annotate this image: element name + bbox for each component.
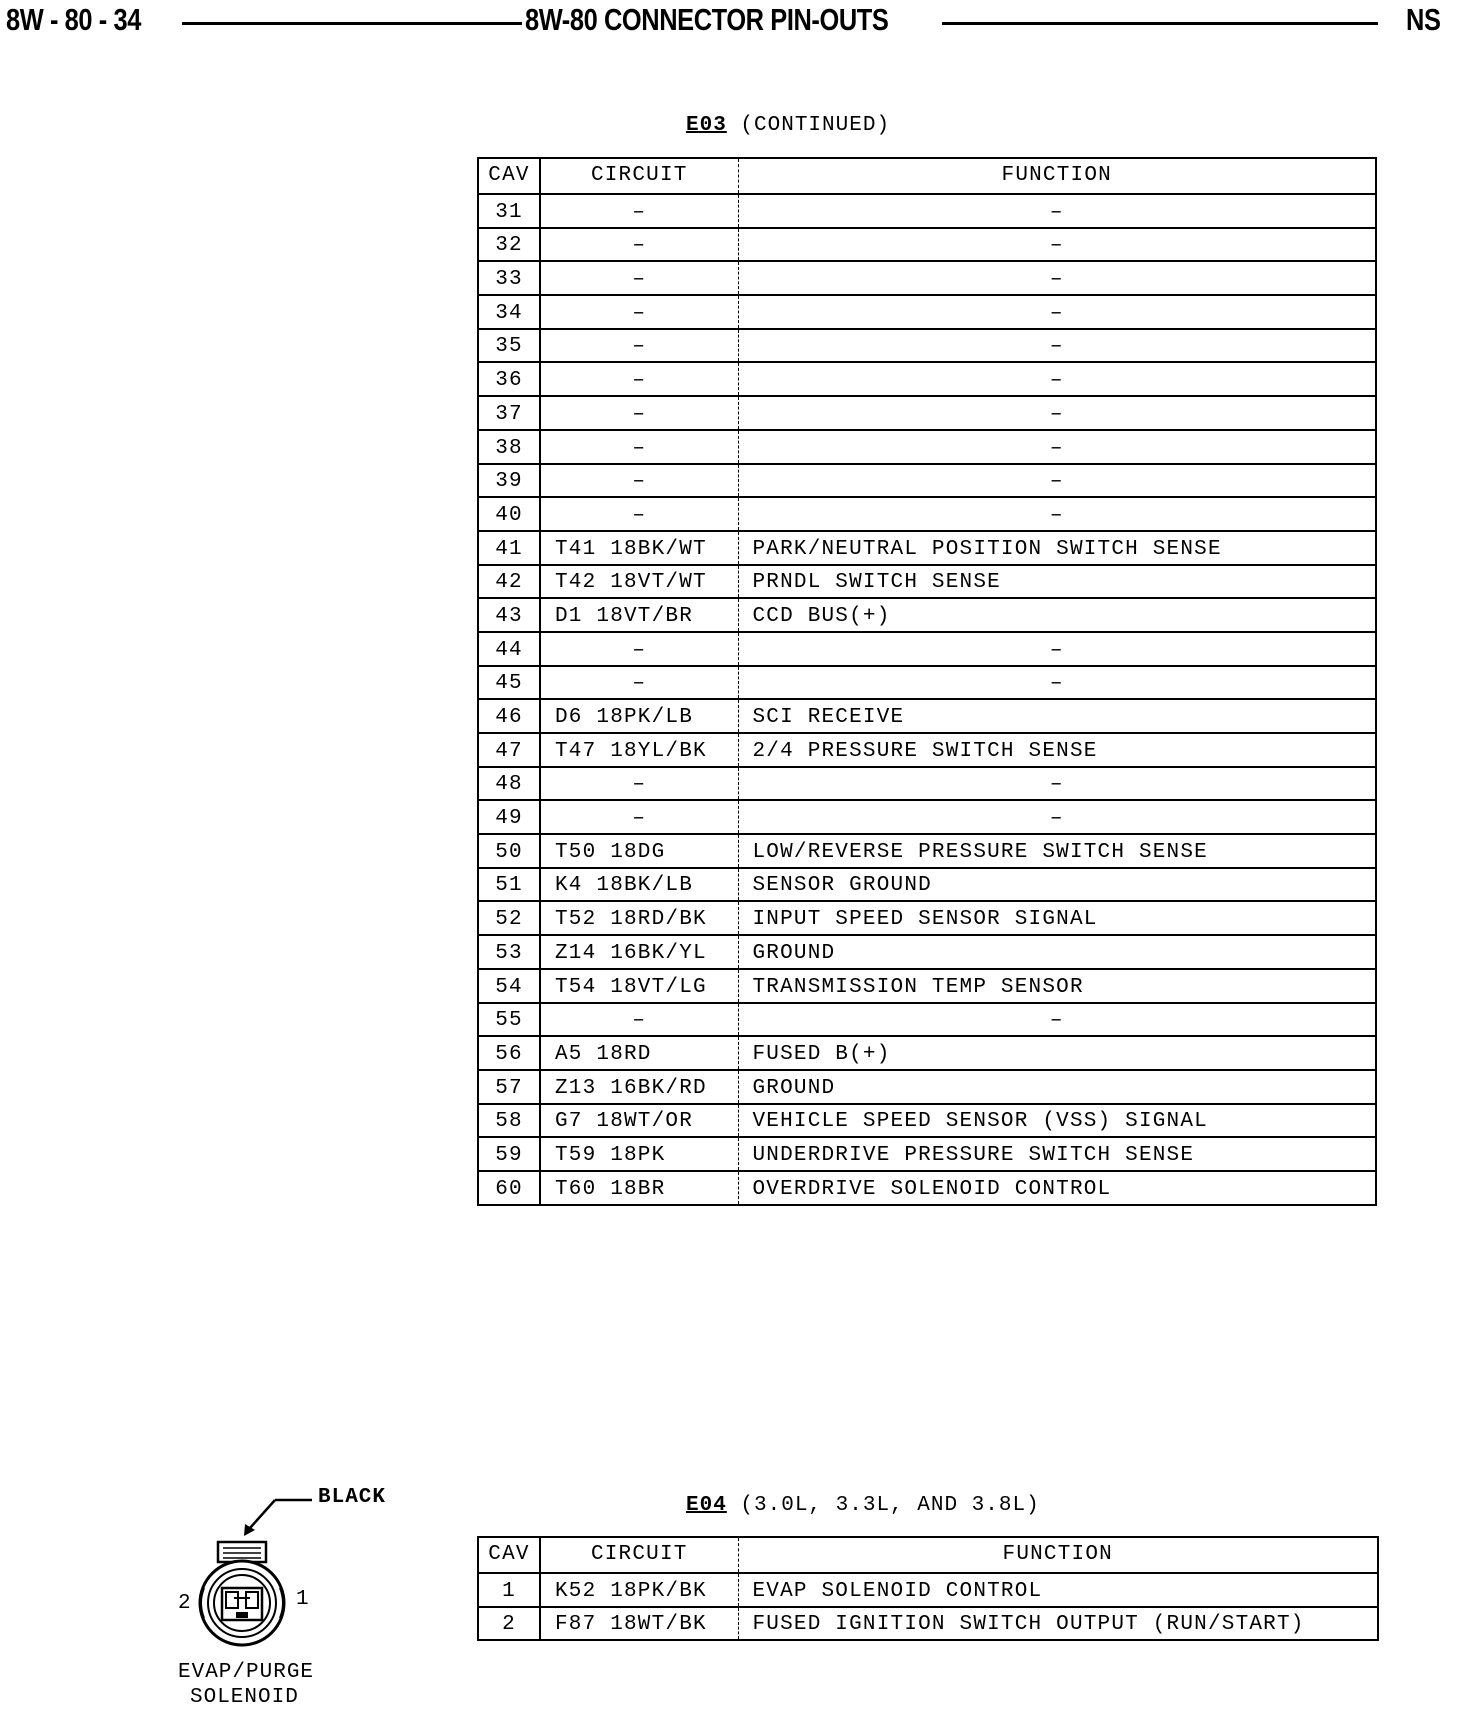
cav-cell: 49: [478, 800, 540, 834]
cav-cell: 2: [478, 1607, 540, 1641]
function-cell: –: [738, 194, 1376, 228]
cav-cell: 1: [478, 1573, 540, 1607]
function-cell: UNDERDRIVE PRESSURE SWITCH SENSE: [738, 1137, 1376, 1171]
function-cell: TRANSMISSION TEMP SENSOR: [738, 969, 1376, 1003]
circuit-cell: –: [540, 1003, 738, 1037]
table-row: [478, 396, 1376, 430]
pin-number-label: 2: [178, 1592, 192, 1615]
section-title: 8W-80 CONNECTOR PIN-OUTS: [525, 2, 889, 37]
cav-cell: 58: [478, 1104, 540, 1138]
table-row: [478, 295, 1376, 329]
circuit-cell: –: [540, 194, 738, 228]
page-code: 8W - 80 - 34: [6, 2, 141, 37]
function-cell: –: [738, 1003, 1376, 1037]
table-row: [478, 969, 1376, 1003]
function-cell: PRNDL SWITCH SENSE: [738, 565, 1376, 599]
circuit-cell: D1 18VT/BR: [540, 598, 738, 632]
function-cell: CCD BUS(+): [738, 598, 1376, 632]
circuit-cell: G7 18WT/OR: [540, 1104, 738, 1138]
function-cell: GROUND: [738, 935, 1376, 969]
function-cell: LOW/REVERSE PRESSURE SWITCH SENSE: [738, 834, 1376, 868]
circuit-cell: D6 18PK/LB: [540, 699, 738, 733]
function-cell: –: [738, 261, 1376, 295]
table-row: [478, 228, 1376, 262]
function-cell: –: [738, 632, 1376, 666]
circuit-cell: –: [540, 329, 738, 363]
table-title-e03: [686, 114, 890, 137]
table-row: [478, 935, 1376, 969]
function-cell: EVAP SOLENOID CONTROL: [738, 1573, 1378, 1607]
cav-cell: 44: [478, 632, 540, 666]
circuit-cell: –: [540, 362, 738, 396]
circuit-cell: T52 18RD/BK: [540, 901, 738, 935]
column-header-circuit: CIRCUIT: [540, 158, 738, 194]
cav-cell: 31: [478, 194, 540, 228]
function-cell: PARK/NEUTRAL POSITION SWITCH SENSE: [738, 531, 1376, 565]
circuit-cell: –: [540, 666, 738, 700]
function-cell: –: [738, 497, 1376, 531]
column-header-function: FUNCTION: [738, 1537, 1378, 1573]
cav-cell: 59: [478, 1137, 540, 1171]
cav-cell: 42: [478, 565, 540, 599]
connector-diagram: [160, 1480, 410, 1710]
circuit-cell: Z13 16BK/RD: [540, 1070, 738, 1104]
cav-cell: 51: [478, 868, 540, 902]
function-cell: 2/4 PRESSURE SWITCH SENSE: [738, 733, 1376, 767]
table-row: [478, 834, 1376, 868]
circuit-cell: K52 18PK/BK: [540, 1573, 738, 1607]
pinout-table-e03: [477, 157, 1377, 1206]
function-cell: –: [738, 228, 1376, 262]
table-row: [478, 699, 1376, 733]
table-row: [478, 1573, 1378, 1607]
circuit-cell: T60 18BR: [540, 1171, 738, 1205]
function-cell: –: [738, 464, 1376, 498]
cav-cell: 36: [478, 362, 540, 396]
function-cell: –: [738, 767, 1376, 801]
table-row: [478, 194, 1376, 228]
cav-cell: 56: [478, 1036, 540, 1070]
table-row: [478, 464, 1376, 498]
circuit-cell: T42 18VT/WT: [540, 565, 738, 599]
function-cell: FUSED IGNITION SWITCH OUTPUT (RUN/START): [738, 1607, 1378, 1641]
table-row: [478, 901, 1376, 935]
cav-cell: 39: [478, 464, 540, 498]
circuit-cell: T47 18YL/BK: [540, 733, 738, 767]
connector-color-label: BLACK: [318, 1486, 387, 1509]
cav-cell: 54: [478, 969, 540, 1003]
cav-cell: 43: [478, 598, 540, 632]
table-row: [478, 329, 1376, 363]
circuit-cell: –: [540, 632, 738, 666]
circuit-cell: –: [540, 228, 738, 262]
table-row: [478, 767, 1376, 801]
table-row: [478, 800, 1376, 834]
circuit-cell: –: [540, 430, 738, 464]
function-cell: INPUT SPEED SENSOR SIGNAL: [738, 901, 1376, 935]
header-rule-right: [942, 22, 1378, 25]
column-header-circuit: CIRCUIT: [540, 1537, 738, 1573]
function-cell: –: [738, 430, 1376, 464]
table-row: [478, 733, 1376, 767]
circuit-cell: K4 18BK/LB: [540, 868, 738, 902]
table-subtitle: (CONTINUED): [740, 114, 891, 137]
table-row: [478, 868, 1376, 902]
table-row: [478, 598, 1376, 632]
function-cell: GROUND: [738, 1070, 1376, 1104]
circuit-cell: F87 18WT/BK: [540, 1607, 738, 1641]
function-cell: –: [738, 800, 1376, 834]
column-header-cav: CAV: [478, 1537, 540, 1573]
page-header: [0, 0, 1472, 50]
table-row: [478, 1607, 1378, 1641]
table-row: [478, 261, 1376, 295]
pin-number-label: 1: [296, 1588, 310, 1611]
cav-cell: 40: [478, 497, 540, 531]
header-rule-left: [182, 22, 522, 25]
circuit-cell: A5 18RD: [540, 1036, 738, 1070]
circuit-cell: –: [540, 497, 738, 531]
circuit-cell: –: [540, 261, 738, 295]
circuit-cell: –: [540, 464, 738, 498]
table-title-e04: [686, 1494, 1040, 1517]
function-cell: SCI RECEIVE: [738, 699, 1376, 733]
table-subtitle: (3.0L, 3.3L, AND 3.8L): [740, 1494, 1040, 1517]
circuit-cell: –: [540, 295, 738, 329]
table-row: [478, 1171, 1376, 1205]
cav-cell: 35: [478, 329, 540, 363]
model-code: NS: [1406, 2, 1441, 37]
connector-name-line2: SOLENOID: [190, 1686, 299, 1709]
function-cell: –: [738, 396, 1376, 430]
circuit-cell: –: [540, 767, 738, 801]
cav-cell: 46: [478, 699, 540, 733]
function-cell: FUSED B(+): [738, 1036, 1376, 1070]
cav-cell: 47: [478, 733, 540, 767]
table-row: [478, 362, 1376, 396]
cav-cell: 50: [478, 834, 540, 868]
function-cell: –: [738, 666, 1376, 700]
cav-cell: 52: [478, 901, 540, 935]
table-row: [478, 1070, 1376, 1104]
function-cell: VEHICLE SPEED SENSOR (VSS) SIGNAL: [738, 1104, 1376, 1138]
table-row: [478, 1104, 1376, 1138]
table-row: [478, 497, 1376, 531]
table-row: [478, 1003, 1376, 1037]
table-row: [478, 1036, 1376, 1070]
table-row: [478, 666, 1376, 700]
cav-cell: 41: [478, 531, 540, 565]
function-cell: –: [738, 362, 1376, 396]
table-row: [478, 632, 1376, 666]
function-cell: OVERDRIVE SOLENOID CONTROL: [738, 1171, 1376, 1205]
cav-cell: 48: [478, 767, 540, 801]
table-row: [478, 565, 1376, 599]
cav-cell: 32: [478, 228, 540, 262]
table-row: [478, 1137, 1376, 1171]
circuit-cell: Z14 16BK/YL: [540, 935, 738, 969]
circuit-cell: T41 18BK/WT: [540, 531, 738, 565]
function-cell: SENSOR GROUND: [738, 868, 1376, 902]
function-cell: –: [738, 295, 1376, 329]
cav-cell: 33: [478, 261, 540, 295]
cav-cell: 57: [478, 1070, 540, 1104]
cav-cell: 55: [478, 1003, 540, 1037]
column-header-cav: CAV: [478, 158, 540, 194]
circuit-cell: –: [540, 800, 738, 834]
cav-cell: 34: [478, 295, 540, 329]
column-header-function: FUNCTION: [738, 158, 1376, 194]
cav-cell: 37: [478, 396, 540, 430]
circuit-cell: –: [540, 396, 738, 430]
connector-code: E04: [686, 1494, 727, 1517]
cav-cell: 38: [478, 430, 540, 464]
cav-cell: 60: [478, 1171, 540, 1205]
circuit-cell: T59 18PK: [540, 1137, 738, 1171]
connector-name-line1: EVAP/PURGE: [178, 1661, 315, 1684]
circuit-cell: T54 18VT/LG: [540, 969, 738, 1003]
table-row: [478, 531, 1376, 565]
table-header-row: [478, 1537, 1378, 1573]
connector-code: E03: [686, 114, 727, 137]
cav-cell: 45: [478, 666, 540, 700]
cav-cell: 53: [478, 935, 540, 969]
table-header-row: [478, 158, 1376, 194]
function-cell: –: [738, 329, 1376, 363]
table-row: [478, 430, 1376, 464]
pinout-table-e04: [477, 1536, 1379, 1641]
circuit-cell: T50 18DG: [540, 834, 738, 868]
